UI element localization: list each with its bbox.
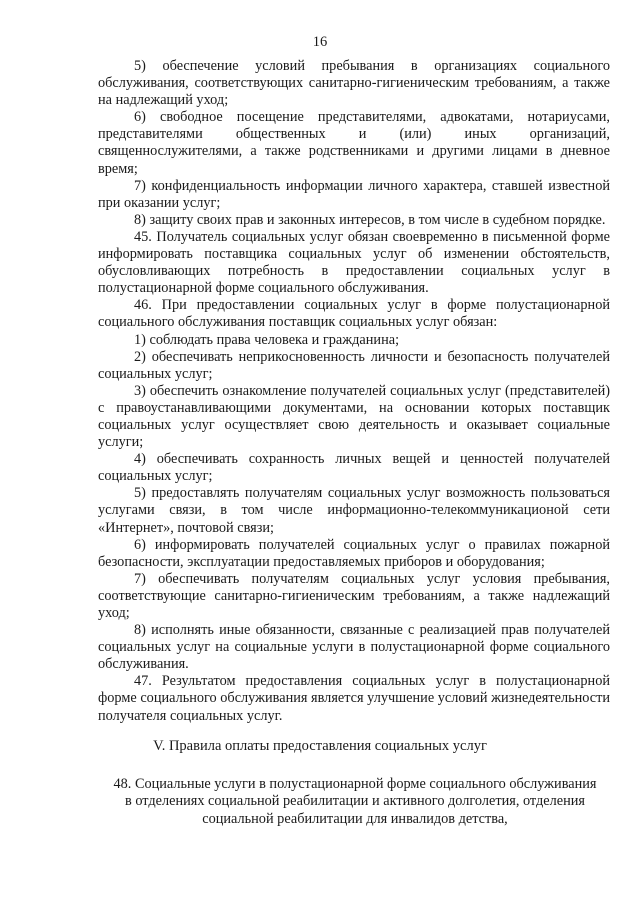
paragraph: 7) конфиденциальность информации личного характера, ставшей известной при оказании услуг;	[98, 177, 610, 211]
paragraph: 8) защиту своих прав и законных интересов, в том числе в судебном порядке.	[134, 211, 606, 228]
tail-paragraph: 48. Социальные услуги в полустационарной форме социального обслуживания в отделениях социальной реабилитации и активного долголетия, отделения социальной реабилитации для инвалидов детства,	[113, 776, 597, 827]
paragraph: 4) обеспечивать сохранность личных вещей и ценностей получателей социальных услуг;	[98, 451, 610, 485]
paragraph: 7) обеспечивать получателям социальных услуг условия пребывания, соответствующие санитарно-гигиеническим требованиям, а также надлежащий уход;	[98, 570, 610, 621]
paragraph: 2) обеспечивать неприкосновенность личности и безопасность получателей социальных услуг;	[98, 348, 610, 382]
paragraph: 3) обеспечить ознакомление получателей социальных услуг (представителей) с правоустанавливающими документами, на основании которых поставщик социальных услуг осуществляет свою деятельность и оказывает социальные услуги;	[98, 382, 610, 451]
paragraph: 47. Результатом предоставления социальных услуг в полустационарной форме социального обслуживания является улучшение условий жизнедеятельности получателя социальных услуг.	[98, 673, 610, 724]
paragraph: 8) исполнять иные обязанности, связанные с реализацией прав получателей социальных услуг на социальные услуги в полустационарной форме социального обслуживания.	[98, 622, 610, 673]
paragraph: 46. При предоставлении социальных услуг в форме полустационарной социального обслуживания поставщик социальных услуг обязан:	[98, 297, 610, 331]
paragraph: 5) предоставлять получателям социальных услуг возможность пользоваться услугами связи, в том числе информационно-телекоммуникационой сети «Интернет», почтовой связи;	[98, 485, 610, 536]
paragraph: 1) соблюдать права человека и гражданина;	[134, 331, 400, 348]
paragraph: 45. Получатель социальных услуг обязан своевременно в письменной форме информировать поставщика социальных услуг об изменении обстоятельств, обусловливающих потребность в предоставлении социальных услуг в полустационарной форме социального обслуживания.	[98, 228, 610, 297]
paragraph: 5) обеспечение условий пребывания в организациях социального обслуживания, соответствующих санитарно-гигиеническим требованиям, а также на надлежащий уход;	[98, 58, 610, 109]
paragraph: 6) информировать получателей социальных услуг о правилах пожарной безопасности, эксплуатации предоставляемых приборов и оборудования;	[98, 536, 610, 570]
body-text	[98, 58, 610, 725]
page-number: 16	[312, 34, 328, 50]
paragraph: 6) свободное посещение представителями, адвокатами, нотариусами, представителями общественных и (или) иных организаций, священнослужителями, а также родственниками и другими лицами в дневное время;	[98, 109, 610, 177]
section-heading: V. Правила оплаты предоставления социальных услуг	[153, 738, 487, 754]
